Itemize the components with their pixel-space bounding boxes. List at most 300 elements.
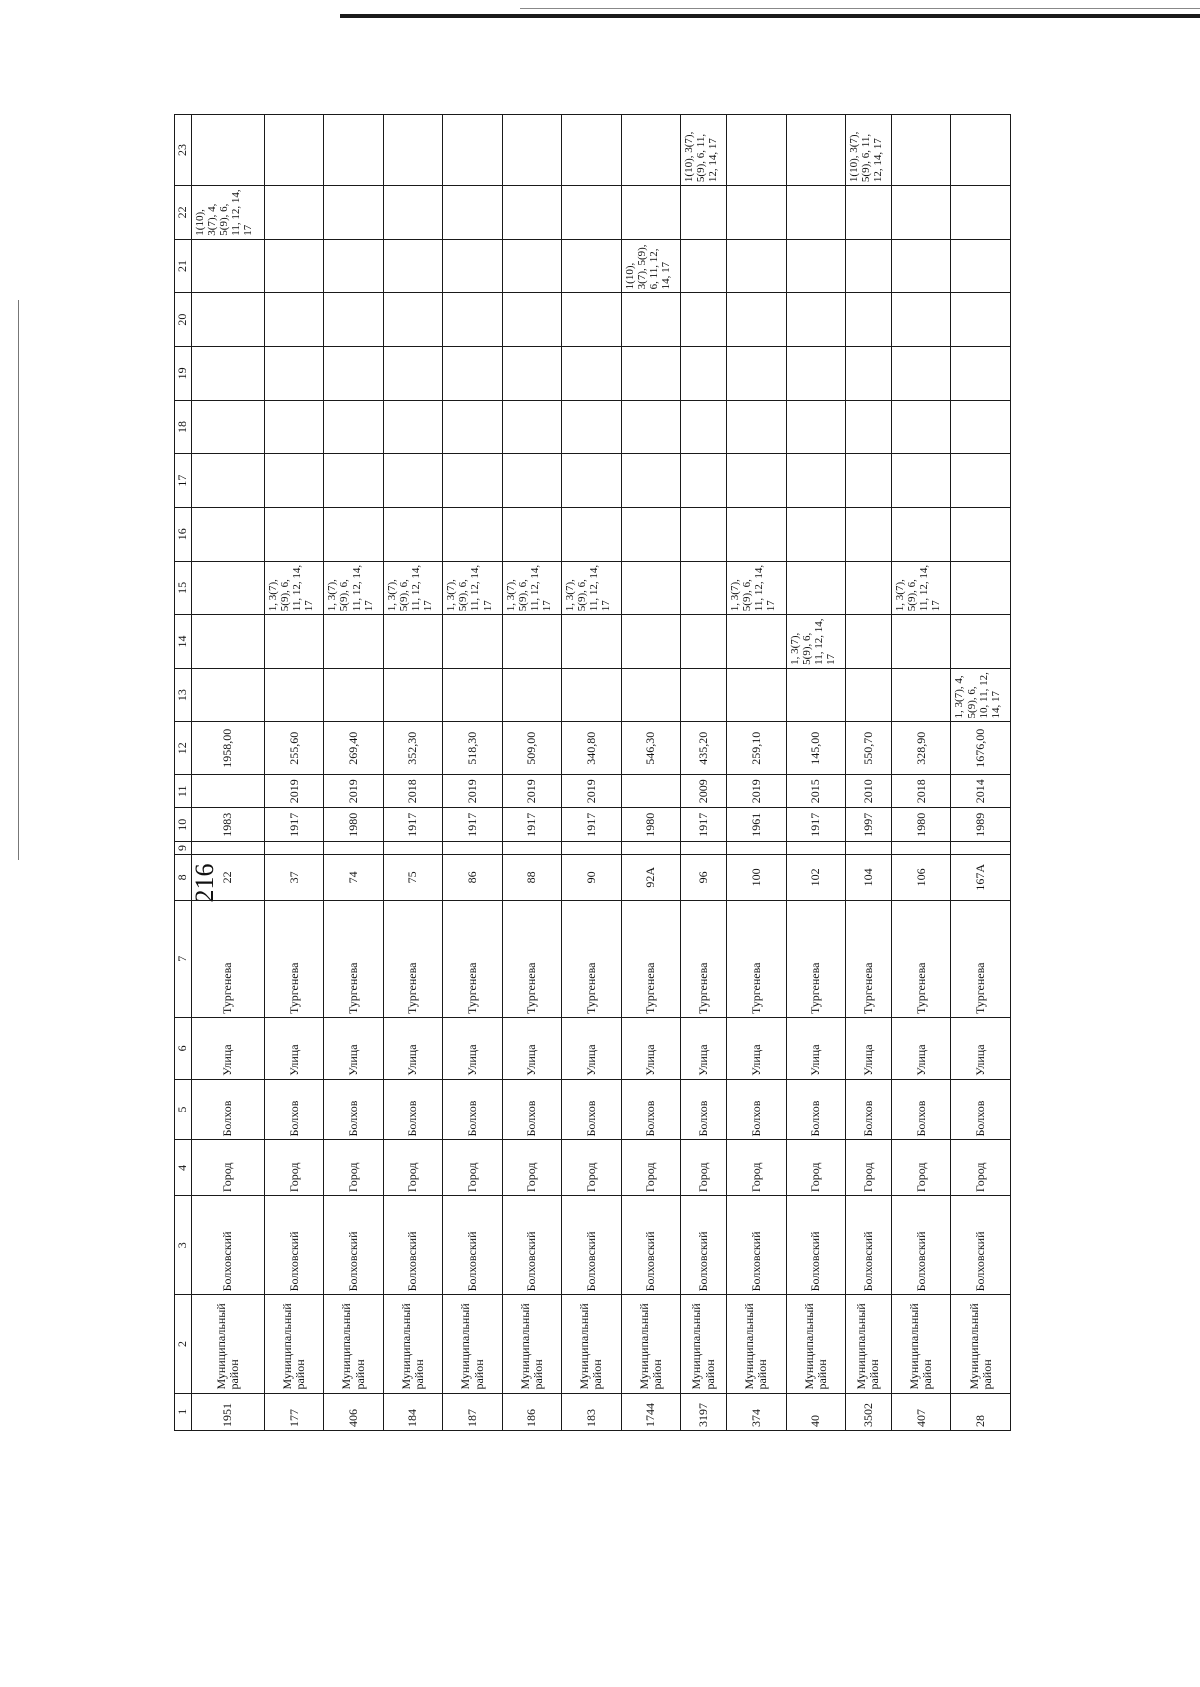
cell-col-20 — [324, 293, 383, 347]
column-header-22: 22 — [175, 186, 192, 240]
cell-col-8: 92А — [621, 855, 680, 901]
cell-col-6: Улица — [786, 1018, 845, 1080]
cell-col-11: 2019 — [264, 775, 323, 808]
cell-col-16 — [786, 507, 845, 561]
cell-col-8: 96 — [681, 855, 727, 901]
cell-col-3: Болховский — [502, 1196, 561, 1295]
cell-col-9 — [891, 841, 950, 854]
cell-col-9 — [562, 841, 621, 854]
cell-col-15 — [681, 561, 727, 615]
column-header-3: 3 — [175, 1196, 192, 1295]
cell-col-23 — [786, 115, 845, 186]
cell-col-10: 1961 — [727, 808, 786, 841]
cell-col-9 — [192, 841, 265, 854]
cell-col-3: Болховский — [727, 1196, 786, 1295]
cell-col-6: Улица — [845, 1018, 891, 1080]
cell-col-14 — [621, 615, 680, 669]
cell-col-2: Муниципальный район — [681, 1295, 727, 1393]
cell-col-1: 187 — [443, 1393, 502, 1430]
cell-col-2: Муниципальный район — [891, 1295, 950, 1393]
column-header-4: 4 — [175, 1140, 192, 1196]
cell-col-12: 352,30 — [383, 722, 442, 775]
cell-col-13 — [443, 668, 502, 722]
cell-col-12: 259,10 — [727, 722, 786, 775]
column-header-21: 21 — [175, 239, 192, 293]
cell-col-11: 2018 — [383, 775, 442, 808]
cell-col-21 — [681, 239, 727, 293]
table-row — [324, 115, 383, 1431]
cell-col-18 — [951, 400, 1011, 454]
cell-col-5: Болхов — [951, 1079, 1011, 1140]
cell-col-17 — [621, 454, 680, 508]
table-row — [192, 115, 265, 1431]
cell-col-15 — [786, 561, 845, 615]
cell-col-16 — [845, 507, 891, 561]
cell-col-5: Болхов — [727, 1079, 786, 1140]
cell-col-10: 1917 — [786, 808, 845, 841]
cell-col-1: 28 — [951, 1393, 1011, 1430]
cell-col-16 — [681, 507, 727, 561]
column-header-12: 12 — [175, 722, 192, 775]
cell-col-1: 1951 — [192, 1393, 265, 1430]
cell-col-5: Болхов — [621, 1079, 680, 1140]
cell-col-2: Муниципальный район — [727, 1295, 786, 1393]
cell-col-18 — [727, 400, 786, 454]
cell-col-17 — [891, 454, 950, 508]
cell-col-21 — [383, 239, 442, 293]
column-header-19: 19 — [175, 346, 192, 400]
column-header-2: 2 — [175, 1295, 192, 1393]
cell-col-9 — [727, 841, 786, 854]
cell-col-1: 183 — [562, 1393, 621, 1430]
cell-col-11 — [192, 775, 265, 808]
cell-col-9 — [383, 841, 442, 854]
header-row — [175, 115, 192, 1431]
column-header-14: 14 — [175, 615, 192, 669]
cell-col-18 — [383, 400, 442, 454]
cell-col-4: Город — [727, 1140, 786, 1196]
cell-col-19 — [443, 346, 502, 400]
cell-col-5: Болхов — [502, 1079, 561, 1140]
cell-col-8: 37 — [264, 855, 323, 901]
cell-col-21 — [502, 239, 561, 293]
table-row — [264, 115, 323, 1431]
cell-col-22 — [443, 186, 502, 240]
cell-col-21: 1(10), 3(7), 5(9), 6, 11, 12, 14, 17 — [621, 239, 680, 293]
column-header-5: 5 — [175, 1079, 192, 1140]
cell-col-22 — [727, 186, 786, 240]
cell-col-9 — [502, 841, 561, 854]
cell-col-11: 2019 — [443, 775, 502, 808]
cell-col-9 — [786, 841, 845, 854]
cell-col-15: 1, 3(7), 5(9), 6, 11, 12, 14, 17 — [264, 561, 323, 615]
cell-col-21 — [891, 239, 950, 293]
cell-col-10: 1983 — [192, 808, 265, 841]
cell-col-2: Муниципальный район — [383, 1295, 442, 1393]
cell-col-4: Город — [951, 1140, 1011, 1196]
cell-col-14 — [727, 615, 786, 669]
cell-col-7: Тургенева — [443, 900, 502, 1017]
cell-col-3: Болховский — [681, 1196, 727, 1295]
cell-col-11: 2019 — [502, 775, 561, 808]
cell-col-3: Болховский — [383, 1196, 442, 1295]
cell-col-23: 1(10), 3(7), 5(9), 6, 11, 12, 14, 17 — [845, 115, 891, 186]
cell-col-19 — [891, 346, 950, 400]
cell-col-2: Муниципальный район — [951, 1295, 1011, 1393]
cell-col-23 — [951, 115, 1011, 186]
cell-col-15: 1, 3(7), 5(9), 6, 11, 12, 14, 17 — [443, 561, 502, 615]
cell-col-17 — [845, 454, 891, 508]
cell-col-14 — [192, 615, 265, 669]
cell-col-9 — [621, 841, 680, 854]
cell-col-6: Улица — [383, 1018, 442, 1080]
cell-col-16 — [264, 507, 323, 561]
cell-col-19 — [681, 346, 727, 400]
cell-col-7: Тургенева — [264, 900, 323, 1017]
cell-col-17 — [324, 454, 383, 508]
cell-col-1: 407 — [891, 1393, 950, 1430]
cell-col-9 — [324, 841, 383, 854]
cell-col-2: Муниципальный район — [443, 1295, 502, 1393]
register-table-wrapper — [174, 114, 1011, 1431]
cell-col-20 — [951, 293, 1011, 347]
cell-col-12: 328,90 — [891, 722, 950, 775]
cell-col-2: Муниципальный район — [562, 1295, 621, 1393]
cell-col-10: 1997 — [845, 808, 891, 841]
cell-col-15: 1, 3(7), 5(9), 6, 11, 12, 14, 17 — [502, 561, 561, 615]
cell-col-10: 1980 — [891, 808, 950, 841]
cell-col-14 — [264, 615, 323, 669]
cell-col-19 — [192, 346, 265, 400]
cell-col-7: Тургенева — [502, 900, 561, 1017]
page-number: 216 — [190, 863, 219, 903]
cell-col-23 — [324, 115, 383, 186]
cell-col-4: Город — [264, 1140, 323, 1196]
cell-col-23 — [383, 115, 442, 186]
cell-col-2: Муниципальный район — [264, 1295, 323, 1393]
cell-col-19 — [502, 346, 561, 400]
cell-col-3: Болховский — [562, 1196, 621, 1295]
cell-col-5: Болхов — [192, 1079, 265, 1140]
cell-col-10: 1917 — [443, 808, 502, 841]
cell-col-7: Тургенева — [891, 900, 950, 1017]
cell-col-1: 1744 — [621, 1393, 680, 1430]
top-rule — [340, 14, 1200, 18]
cell-col-8: 86 — [443, 855, 502, 901]
cell-col-15 — [845, 561, 891, 615]
cell-col-11: 2014 — [951, 775, 1011, 808]
cell-col-12: 435,20 — [681, 722, 727, 775]
cell-col-17 — [264, 454, 323, 508]
cell-col-18 — [681, 400, 727, 454]
cell-col-12: 1676,00 — [951, 722, 1011, 775]
cell-col-22: 1(10), 3(7), 4, 5(9), 6, 11, 12, 14, 17 — [192, 186, 265, 240]
cell-col-22 — [264, 186, 323, 240]
table-row — [502, 115, 561, 1431]
cell-col-3: Болховский — [951, 1196, 1011, 1295]
cell-col-20 — [621, 293, 680, 347]
cell-col-19 — [845, 346, 891, 400]
cell-col-13 — [264, 668, 323, 722]
cell-col-4: Город — [383, 1140, 442, 1196]
cell-col-14 — [562, 615, 621, 669]
cell-col-11: 2010 — [845, 775, 891, 808]
column-header-9: 9 — [175, 841, 192, 854]
cell-col-6: Улица — [951, 1018, 1011, 1080]
cell-col-5: Болхов — [681, 1079, 727, 1140]
table-row — [786, 115, 845, 1431]
cell-col-23 — [891, 115, 950, 186]
column-header-18: 18 — [175, 400, 192, 454]
cell-col-3: Болховский — [264, 1196, 323, 1295]
cell-col-16 — [443, 507, 502, 561]
cell-col-10: 1917 — [562, 808, 621, 841]
cell-col-14 — [502, 615, 561, 669]
cell-col-11: 2009 — [681, 775, 727, 808]
cell-col-15: 1, 3(7), 5(9), 6, 11, 12, 14, 17 — [562, 561, 621, 615]
cell-col-21 — [786, 239, 845, 293]
cell-col-9 — [951, 841, 1011, 854]
cell-col-2: Муниципальный район — [786, 1295, 845, 1393]
cell-col-7: Тургенева — [786, 900, 845, 1017]
cell-col-20 — [443, 293, 502, 347]
cell-col-13 — [786, 668, 845, 722]
column-header-11: 11 — [175, 775, 192, 808]
cell-col-14 — [443, 615, 502, 669]
cell-col-20 — [383, 293, 442, 347]
cell-col-17 — [383, 454, 442, 508]
cell-col-12: 518,30 — [443, 722, 502, 775]
cell-col-18 — [443, 400, 502, 454]
cell-col-4: Город — [845, 1140, 891, 1196]
cell-col-16 — [951, 507, 1011, 561]
cell-col-9 — [681, 841, 727, 854]
cell-col-18 — [891, 400, 950, 454]
cell-col-19 — [951, 346, 1011, 400]
cell-col-14 — [383, 615, 442, 669]
cell-col-10: 1989 — [951, 808, 1011, 841]
table-row — [845, 115, 891, 1431]
table-row — [727, 115, 786, 1431]
cell-col-17 — [786, 454, 845, 508]
cell-col-19 — [383, 346, 442, 400]
cell-col-4: Город — [443, 1140, 502, 1196]
cell-col-10: 1917 — [264, 808, 323, 841]
cell-col-3: Болховский — [786, 1196, 845, 1295]
cell-col-12: 509,00 — [502, 722, 561, 775]
cell-col-6: Улица — [264, 1018, 323, 1080]
cell-col-23 — [621, 115, 680, 186]
column-header-1: 1 — [175, 1393, 192, 1430]
column-header-15: 15 — [175, 561, 192, 615]
cell-col-20 — [786, 293, 845, 347]
cell-col-7: Тургенева — [562, 900, 621, 1017]
cell-col-22 — [621, 186, 680, 240]
cell-col-1: 3502 — [845, 1393, 891, 1430]
cell-col-3: Болховский — [192, 1196, 265, 1295]
cell-col-16 — [562, 507, 621, 561]
cell-col-12: 1958,00 — [192, 722, 265, 775]
cell-col-17 — [562, 454, 621, 508]
cell-col-14 — [951, 615, 1011, 669]
cell-col-1: 40 — [786, 1393, 845, 1430]
cell-col-1: 177 — [264, 1393, 323, 1430]
cell-col-20 — [681, 293, 727, 347]
cell-col-14 — [845, 615, 891, 669]
cell-col-3: Болховский — [891, 1196, 950, 1295]
cell-col-19 — [727, 346, 786, 400]
column-header-16: 16 — [175, 507, 192, 561]
cell-col-8: 100 — [727, 855, 786, 901]
cell-col-21 — [727, 239, 786, 293]
cell-col-19 — [562, 346, 621, 400]
cell-col-7: Тургенева — [192, 900, 265, 1017]
cell-col-5: Болхов — [264, 1079, 323, 1140]
cell-col-21 — [562, 239, 621, 293]
cell-col-17 — [727, 454, 786, 508]
cell-col-23 — [443, 115, 502, 186]
cell-col-15: 1, 3(7), 5(9), 6, 11, 12, 14, 17 — [324, 561, 383, 615]
cell-col-18 — [264, 400, 323, 454]
column-header-13: 13 — [175, 668, 192, 722]
cell-col-3: Болховский — [443, 1196, 502, 1295]
cell-col-18 — [562, 400, 621, 454]
cell-col-6: Улица — [681, 1018, 727, 1080]
cell-col-13 — [383, 668, 442, 722]
cell-col-10: 1917 — [681, 808, 727, 841]
cell-col-15 — [621, 561, 680, 615]
cell-col-18 — [192, 400, 265, 454]
cell-col-6: Улица — [727, 1018, 786, 1080]
cell-col-15 — [192, 561, 265, 615]
cell-col-4: Город — [681, 1140, 727, 1196]
cell-col-14 — [681, 615, 727, 669]
cell-col-5: Болхов — [383, 1079, 442, 1140]
cell-col-10: 1980 — [621, 808, 680, 841]
cell-col-16 — [192, 507, 265, 561]
cell-col-22 — [562, 186, 621, 240]
cell-col-17 — [681, 454, 727, 508]
cell-col-10: 1917 — [502, 808, 561, 841]
cell-col-15 — [951, 561, 1011, 615]
cell-col-17 — [951, 454, 1011, 508]
cell-col-6: Улица — [562, 1018, 621, 1080]
cell-col-14 — [891, 615, 950, 669]
cell-col-4: Город — [891, 1140, 950, 1196]
cell-col-15: 1, 3(7), 5(9), 6, 11, 12, 14, 17 — [891, 561, 950, 615]
cell-col-1: 186 — [502, 1393, 561, 1430]
cell-col-5: Болхов — [891, 1079, 950, 1140]
cell-col-5: Болхов — [562, 1079, 621, 1140]
cell-col-6: Улица — [621, 1018, 680, 1080]
cell-col-20 — [192, 293, 265, 347]
cell-col-22 — [681, 186, 727, 240]
cell-col-1: 374 — [727, 1393, 786, 1430]
cell-col-4: Город — [192, 1140, 265, 1196]
cell-col-4: Город — [502, 1140, 561, 1196]
cell-col-17 — [502, 454, 561, 508]
cell-col-8: 22 — [192, 855, 265, 901]
cell-col-7: Тургенева — [681, 900, 727, 1017]
cell-col-21 — [443, 239, 502, 293]
cell-col-3: Болховский — [324, 1196, 383, 1295]
cell-col-14 — [324, 615, 383, 669]
cell-col-11: 2019 — [562, 775, 621, 808]
cell-col-22 — [324, 186, 383, 240]
cell-col-4: Город — [621, 1140, 680, 1196]
register-table — [174, 114, 1011, 1431]
table-row — [951, 115, 1011, 1431]
cell-col-20 — [502, 293, 561, 347]
cell-col-10: 1980 — [324, 808, 383, 841]
cell-col-7: Тургенева — [621, 900, 680, 1017]
cell-col-8: 102 — [786, 855, 845, 901]
cell-col-8: 75 — [383, 855, 442, 901]
cell-col-16 — [891, 507, 950, 561]
cell-col-8: 167А — [951, 855, 1011, 901]
cell-col-20 — [562, 293, 621, 347]
cell-col-18 — [502, 400, 561, 454]
cell-col-3: Болховский — [621, 1196, 680, 1295]
cell-col-2: Муниципальный район — [192, 1295, 265, 1393]
cell-col-12: 550,70 — [845, 722, 891, 775]
column-header-7: 7 — [175, 900, 192, 1017]
column-header-23: 23 — [175, 115, 192, 186]
cell-col-22 — [891, 186, 950, 240]
cell-col-18 — [845, 400, 891, 454]
cell-col-15: 1, 3(7), 5(9), 6, 11, 12, 14, 17 — [383, 561, 442, 615]
table-row — [891, 115, 950, 1431]
cell-col-22 — [845, 186, 891, 240]
cell-col-7: Тургенева — [383, 900, 442, 1017]
cell-col-13: 1, 3(7), 4, 5(9), 6, 10, 11, 12, 14, 17 — [951, 668, 1011, 722]
cell-col-23 — [502, 115, 561, 186]
cell-col-20 — [845, 293, 891, 347]
cell-col-21 — [264, 239, 323, 293]
cell-col-17 — [192, 454, 265, 508]
cell-col-6: Улица — [192, 1018, 265, 1080]
cell-col-16 — [621, 507, 680, 561]
cell-col-6: Улица — [443, 1018, 502, 1080]
cell-col-4: Город — [562, 1140, 621, 1196]
cell-col-19 — [324, 346, 383, 400]
cell-col-20 — [264, 293, 323, 347]
cell-col-13 — [845, 668, 891, 722]
cell-col-8: 90 — [562, 855, 621, 901]
cell-col-4: Город — [786, 1140, 845, 1196]
cell-col-6: Улица — [891, 1018, 950, 1080]
cell-col-18 — [324, 400, 383, 454]
table-row — [562, 115, 621, 1431]
column-header-10: 10 — [175, 808, 192, 841]
cell-col-21 — [845, 239, 891, 293]
cell-col-11 — [621, 775, 680, 808]
cell-col-5: Болхов — [845, 1079, 891, 1140]
cell-col-8: 88 — [502, 855, 561, 901]
cell-col-12: 546,30 — [621, 722, 680, 775]
cell-col-17 — [443, 454, 502, 508]
cell-col-11: 2018 — [891, 775, 950, 808]
cell-col-19 — [621, 346, 680, 400]
cell-col-8: 104 — [845, 855, 891, 901]
cell-col-18 — [621, 400, 680, 454]
cell-col-13 — [891, 668, 950, 722]
cell-col-2: Муниципальный район — [324, 1295, 383, 1393]
cell-col-12: 269,40 — [324, 722, 383, 775]
cell-col-11: 2015 — [786, 775, 845, 808]
cell-col-16 — [502, 507, 561, 561]
cell-col-7: Тургенева — [324, 900, 383, 1017]
